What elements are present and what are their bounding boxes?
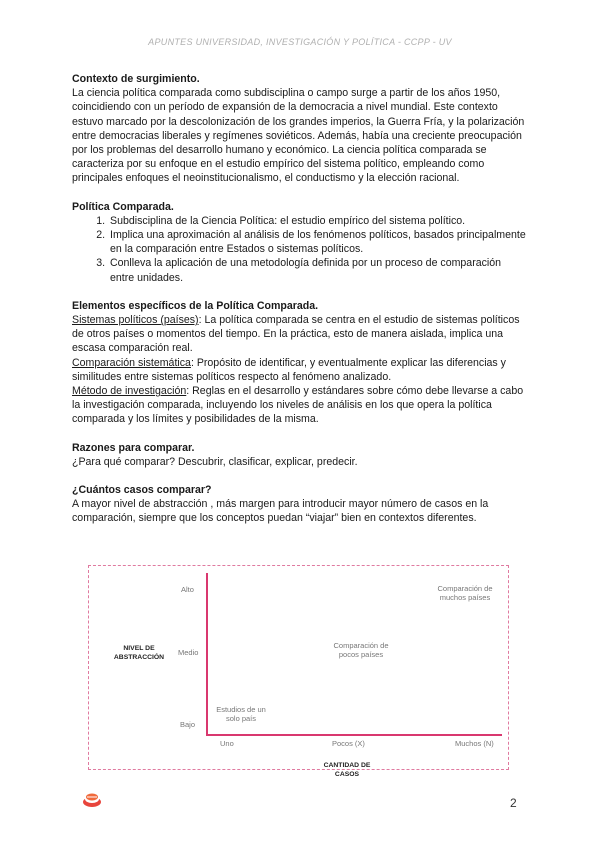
annotation: Comparación de muchos países bbox=[437, 584, 493, 602]
list-item: 1. Subdisciplina de la Ciencia Política: el estudio empírico del sistema político. bbox=[108, 214, 528, 228]
x-level-label: Pocos (X) bbox=[332, 739, 365, 748]
list-item: 3. Conlleva la aplicación de una metodología definida por un proceso de comparación entre unidades. bbox=[108, 256, 528, 284]
paragraph: La ciencia política comparada como subdisciplina o campo surge a partir de los años 1950, coincidiendo con un período de expansión de la democracia a nivel mundial. Este contexto estuvo marcado por la descolonización de los grandes imperios, la Guerra Fría, y la polarización entre democracias liberales y regímenes soviéticos. Además, había una creciente preocupación por los problemas del desarrollo humano y económico. La ciencia política comparada se caracteriza por su enfoque en el estudio empírico del sistema político, empleando como principales enfoques el neoinstitucionalismo, el conductismo y la elección racional. bbox=[72, 87, 525, 185]
section-title: Política Comparada. bbox=[72, 200, 174, 213]
definition-term: Método de investigación bbox=[72, 385, 187, 398]
section-politica-comparada bbox=[72, 200, 528, 285]
x-level-label: Muchos (N) bbox=[455, 739, 494, 748]
definition-text: : La política comparada se centra en el estudio de sistemas políticos de otros países o momentos del tiempo. En la práctica, esto de manera aislada, implica una escasa comparación real. bbox=[72, 314, 520, 355]
y-level-label: Bajo bbox=[180, 720, 196, 729]
abstraction-cases-figure bbox=[88, 565, 509, 778]
y-axis-line bbox=[206, 573, 208, 736]
numbered-list bbox=[72, 214, 528, 285]
x-axis-line bbox=[206, 734, 502, 736]
definition-entry bbox=[72, 313, 528, 356]
running-header: APUNTES UNIVERSIDAD, INVESTIGACIÓN Y POLÍTICA - CCPP - UV bbox=[148, 37, 452, 47]
section-elementos bbox=[72, 299, 528, 427]
paragraph: ¿Para qué comparar? Descubrir, clasificar, explicar, predecir. bbox=[72, 455, 358, 468]
definition-entry bbox=[72, 384, 528, 427]
y-level-label: Medio bbox=[178, 648, 199, 657]
section-contexto bbox=[72, 72, 528, 186]
annotation: Estudios de un solo país bbox=[216, 705, 266, 723]
paragraph: A mayor nivel de abstracción , más margen para introducir mayor número de casos en la comparación, siempre que los conceptos puedan “viajar” bien en contextos diferentes. bbox=[72, 498, 489, 525]
logo-icon bbox=[82, 790, 102, 808]
definition-entry bbox=[72, 356, 528, 384]
page-number: 2 bbox=[510, 796, 517, 810]
y-level-label: Alto bbox=[181, 585, 194, 594]
x-axis-title: CANTIDAD DE CASOS bbox=[323, 762, 371, 778]
definition-term: Sistemas políticos (países) bbox=[72, 314, 199, 327]
definition-text: : Reglas en el desarrollo y estándares sobre cómo debe llevarse a cabo la investigación comparada, incluyendo los niveles de análisis en los que opera la política comparada y los límites y posibilidades de la misma. bbox=[72, 385, 524, 426]
section-title: Contexto de surgimiento. bbox=[72, 73, 200, 85]
section-razones bbox=[72, 441, 528, 469]
section-title: Razones para comparar. bbox=[72, 441, 195, 454]
y-axis-title: NIVEL DE ABSTRACCIÓN bbox=[113, 645, 165, 661]
section-casos bbox=[72, 483, 528, 526]
section-title: ¿Cuántos casos comparar? bbox=[72, 484, 212, 497]
list-item: 2. Implica una aproximación al análisis de los fenómenos políticos, basados principalmente en la comparación entre Estados o sistemas políticos. bbox=[108, 228, 528, 256]
definition-text: : Propósito de identificar, y eventualmente explicar las diferencias y similitudes entre sistemas políticos respecto al fenómeno analizado. bbox=[72, 356, 506, 383]
x-level-label: Uno bbox=[220, 739, 234, 748]
definition-term: Comparación sistemática bbox=[72, 356, 191, 369]
page-content bbox=[72, 72, 528, 540]
annotation: Comparación de pocos países bbox=[333, 641, 389, 659]
section-title: Elementos específicos de la Política Comparada. bbox=[72, 299, 319, 312]
